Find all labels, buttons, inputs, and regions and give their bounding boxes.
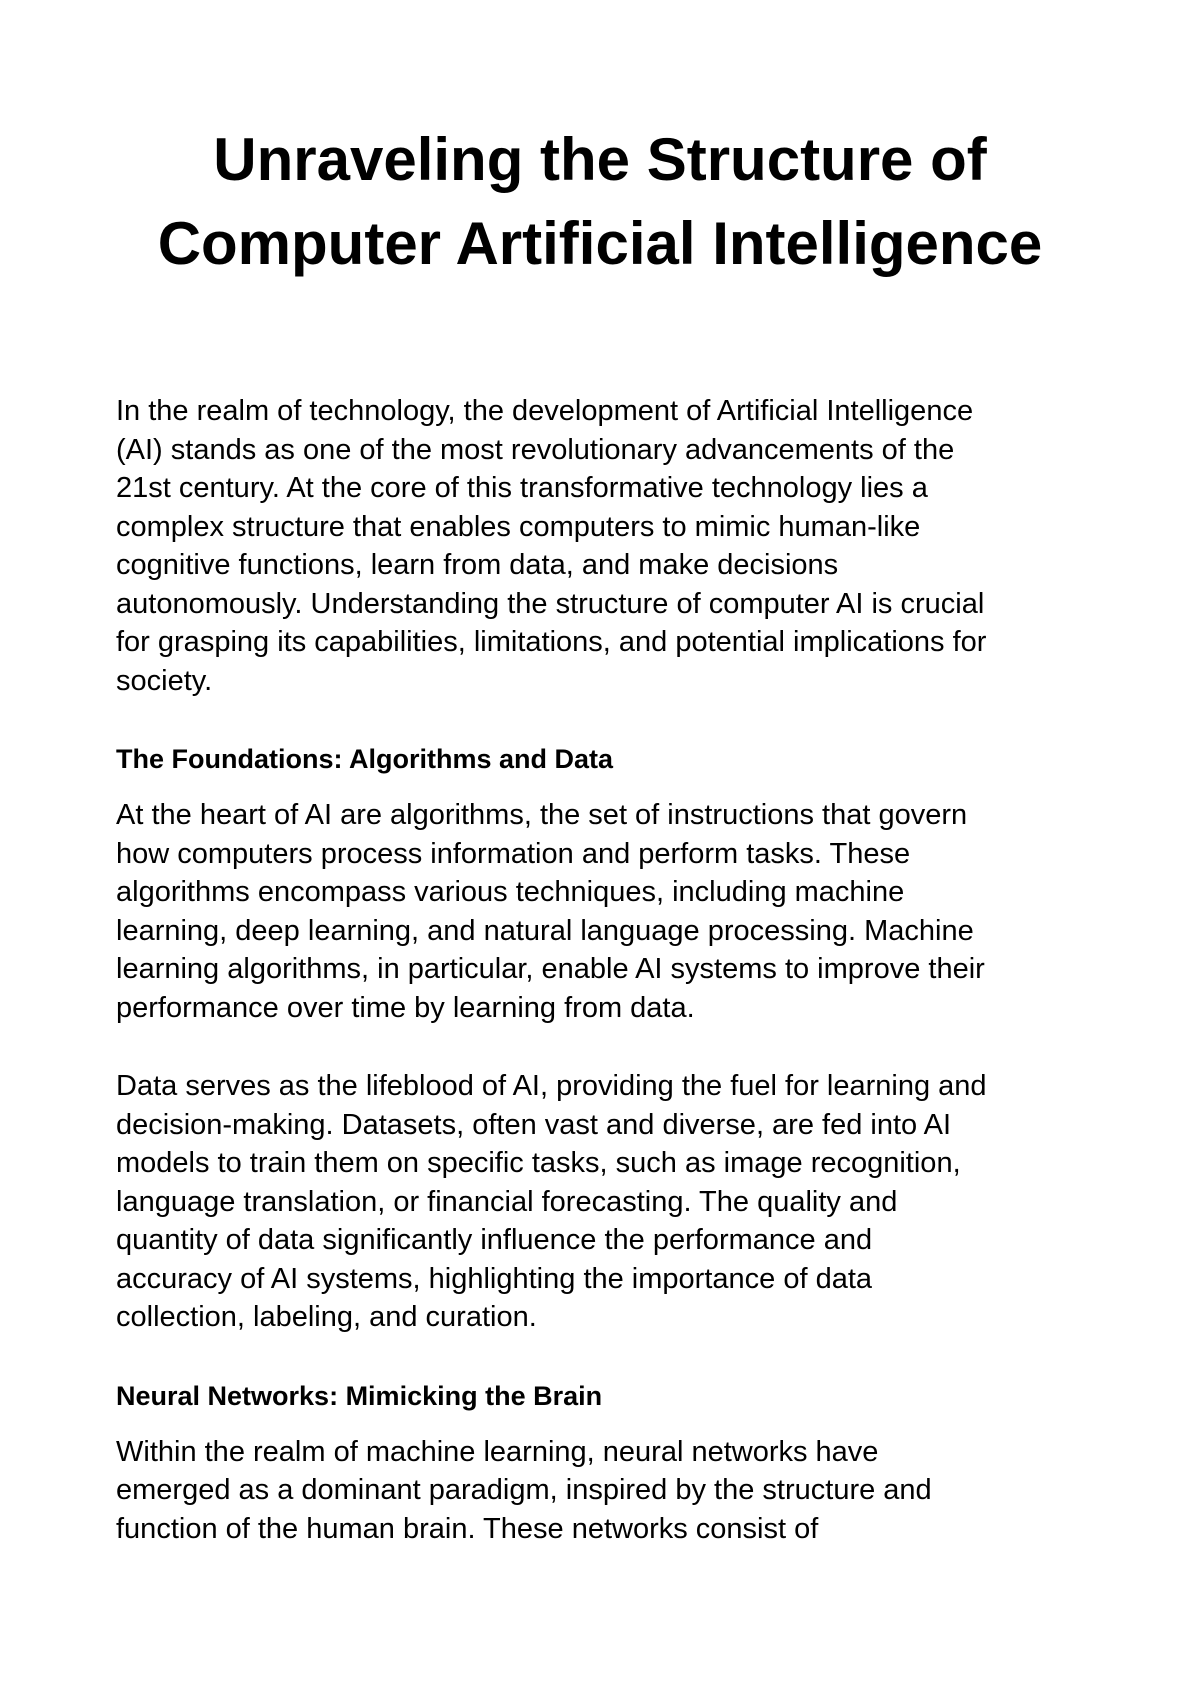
intro-paragraph: In the realm of technology, the development of Artificial Intelligence (AI) stands as one of the most revolutionary advancements of the 21st century. At the core of this transformative technology lies a complex structure that enables computers to mimic human-like cognitive functions, learn from data, and make decisions autonomously. Understanding the structure of computer AI is crucial for grasping its capabilities, limitations, and potential implications for society.	[116, 395, 987, 697]
foundations-paragraph-algorithms: At the heart of AI are algorithms, the set of instructions that govern how computers process information and perform tasks. These algorithms encompass various techniques, including machine learning, deep learning, and natural language processing. Machine learning algorithms, in particular, enable AI systems to improve their performance over time by learning from data.	[116, 799, 985, 1024]
section-heading-foundations: The Foundations: Algorithms and Data	[116, 744, 613, 774]
document-body	[116, 392, 1100, 1588]
document-title: Unraveling the Structure of Computer Artificial Intelligence	[157, 126, 1043, 277]
foundations-paragraph-data: Data serves as the lifeblood of AI, providing the fuel for learning and decision-making. Datasets, often vast and diverse, are fed into AI models to train them on specific tasks, such as image recognition, language translation, or financial forecasting. The quality and quantity of data significantly influence the performance and accuracy of AI systems, highlighting the importance of data collection, labeling, and curation.	[116, 1070, 987, 1333]
section-heading-neural-networks: Neural Networks: Mimicking the Brain	[116, 1380, 603, 1411]
neural-networks-paragraph: Within the realm of machine learning, neural networks have emerged as a dominant paradigm, inspired by the structure and function of the human brain. These networks consist of	[116, 1435, 932, 1545]
